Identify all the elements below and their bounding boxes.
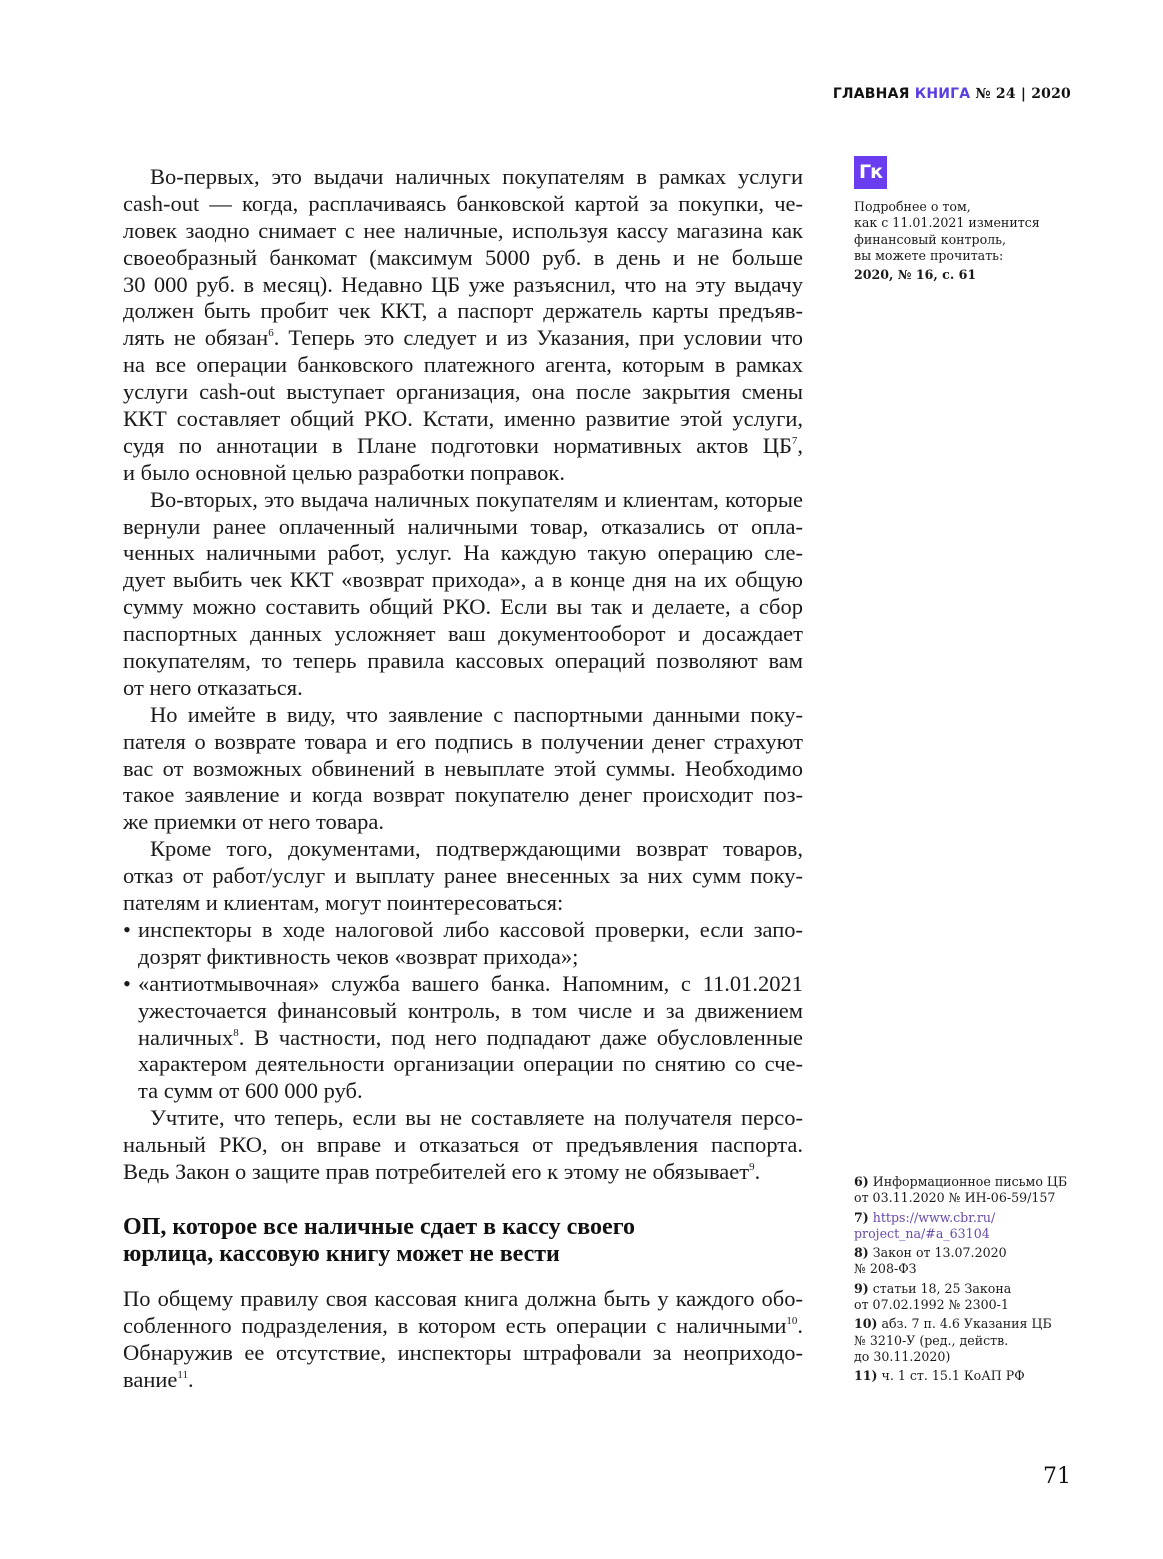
text-line: [123, 971, 803, 998]
text-line: на все операции банковского платежного агента, которым в рамках: [123, 352, 803, 378]
text-line: ловек заодно снимает с нее наличные, используя кассу магазина как: [123, 217, 803, 243]
text-line: вас от возможных обвинений в невыплате этой суммы. Необходимо: [123, 755, 803, 781]
text-line: [123, 433, 803, 460]
footnote-11: [854, 1368, 1084, 1384]
text-line: Во-первых, это выдачи наличных покупателям в рамках услуги: [150, 164, 803, 189]
footnote-text: до 30.11.2020): [854, 1348, 951, 1364]
paragraph-6: [123, 1286, 803, 1394]
text-segment: .: [187, 1366, 194, 1392]
text-line: и было основной целью разработки поправок.: [123, 459, 565, 485]
text-line: Кроме того, документами, подтверждающими возврат товаров,: [150, 836, 803, 862]
text-segment: .: [797, 1312, 803, 1338]
footnote-number: 8): [854, 1245, 869, 1261]
paragraph-2: [123, 487, 803, 702]
footnote-text: № 3210-У (ред., действ.: [854, 1332, 1009, 1348]
text-line: дозрят фиктивность чеков «возврат прихода»;: [138, 943, 579, 969]
footnote-number: 9): [854, 1280, 869, 1296]
text-line: своеобразный банкомат (максимум 5000 руб. в день и не больше: [123, 244, 803, 270]
running-header: [833, 86, 1071, 102]
text-line: от него отказаться.: [123, 674, 303, 700]
text-line: cash-out — когда, расплачиваясь банковской картой за покупки, че-: [123, 190, 803, 216]
text-segment: .: [754, 1158, 761, 1184]
text-line: По общему правилу своя кассовая книга должна быть у каждого обо-: [123, 1285, 803, 1311]
heading-line: юрлица, кассовую книгу может не вести: [123, 1240, 560, 1267]
article-body: [123, 164, 803, 1393]
text-line: [123, 325, 803, 352]
footnote-text: абз. 7 п. 4.6 Указания ЦБ: [881, 1316, 1052, 1332]
text-segment: «антиотмывочная» служба вашего банка. Напомним, с 11.01.2021: [138, 970, 803, 996]
issue-number: № 24 | 2020: [975, 86, 1071, 102]
footnote-10: [854, 1316, 1084, 1365]
text-line: услуги cash-out выступает организация, она после закрытия смены: [123, 379, 803, 405]
text-line: вернули ранее оплаченный наличными товар, отказались от опла-: [123, 513, 803, 539]
heading-line: ОП, которое все наличные сдает в кассу своего: [123, 1213, 635, 1240]
text-segment: вание: [123, 1366, 178, 1392]
bullet-item: [123, 971, 803, 1105]
page-number: 71: [1043, 1464, 1071, 1489]
footnote-6: [854, 1174, 1084, 1207]
text-segment: ,: [797, 432, 803, 458]
footnote-ref-9[interactable]: 9: [749, 1160, 755, 1173]
text-line: [123, 1367, 803, 1394]
footnote-text: статьи 18, 25 Закона: [872, 1280, 1012, 1296]
bullet-icon: •: [123, 916, 131, 942]
magazine-name-part2: КНИГА: [914, 86, 971, 102]
text-line: [123, 1313, 803, 1340]
text-segment: . В частности, под него подпадают даже обусловленные: [238, 1024, 803, 1050]
sidebar-reference-link[interactable]: 2020, № 16, с. 61: [854, 267, 977, 283]
bullet-item: [123, 917, 803, 971]
text-line: [123, 917, 803, 944]
footnote-ref-8[interactable]: 8: [233, 1026, 239, 1039]
section-heading: [123, 1214, 803, 1268]
text-line: [123, 1159, 803, 1186]
footnote-link[interactable]: https://www.cbr.ru/: [872, 1209, 996, 1225]
footnote-ref-11[interactable]: 11: [177, 1368, 188, 1381]
paragraph-5: [123, 1105, 803, 1186]
footnote-text: от 07.02.1992 № 2300-1: [854, 1297, 1009, 1313]
text-line: Обнаружив ее отсутствие, инспекторы штрафовали за неоприходо-: [123, 1339, 803, 1365]
text-line: нальный РКО, он вправе и отказаться от предъявления паспорта.: [123, 1132, 803, 1158]
text-line: покупателям, то теперь правила кассовых операций позволяют вам: [123, 648, 803, 674]
footnote-9: [854, 1281, 1084, 1314]
text-segment: Ведь Закон о защите прав потребителей его к этому не обязывает: [123, 1158, 750, 1184]
text-segment: наличных: [138, 1024, 234, 1050]
text-line: характером деятельности организации операции по снятию со сче-: [138, 1051, 803, 1077]
text-segment: собленного подразделения, в котором есть операции с наличными: [123, 1312, 787, 1338]
sidebar-note-line: Подробнее о том,: [854, 199, 971, 214]
text-line: [123, 1025, 803, 1052]
text-line: отказ от работ/услуг и выплату ранее внесенных за них сумм поку-: [123, 863, 803, 889]
sidebar-note: [854, 156, 1084, 283]
footnote-number: 6): [854, 1174, 869, 1189]
text-line: ККТ составляет общий РКО. Кстати, именно развитие этой услуги,: [123, 406, 803, 432]
text-line: дует выбить чек ККТ «возврат прихода», а в конце дня на их общую: [123, 567, 803, 593]
text-line: 30 000 руб. в месяц). Недавно ЦБ уже разъяснил, что на эту выдачу: [123, 271, 803, 297]
sidebar-note-line: финансовый контроль,: [854, 231, 1007, 247]
gk-logo-icon: Гк: [854, 156, 887, 189]
text-line: Учтите, что теперь, если вы не составляете на получателя персо-: [150, 1105, 803, 1131]
text-segment: . Теперь это следует и из Указания, при условии что: [273, 325, 804, 351]
sidebar-note-line: как с 11.01.2021 изменится: [854, 215, 1040, 231]
footnote-text: от 03.11.2020 № ИН-06-59/157: [854, 1190, 1056, 1206]
footnote-8: [854, 1245, 1084, 1278]
text-line: такое заявление и когда возврат покупателю денег происходит поз-: [123, 782, 803, 808]
footnote-text: ч. 1 ст. 15.1 КоАП РФ: [881, 1368, 1025, 1384]
paragraph-4: [123, 836, 803, 917]
paragraph-1: [123, 164, 803, 487]
text-line: та сумм от 600 000 руб.: [138, 1078, 363, 1104]
text-line: должен быть пробит чек ККТ, а паспорт держатель карты предъяв-: [123, 298, 803, 324]
text-line: ченных наличными работ, услуг. На каждую такую операцию сле-: [123, 540, 803, 566]
bullet-icon: •: [123, 970, 131, 996]
footnote-number: 7): [854, 1209, 869, 1225]
footnote-link[interactable]: project_na/#a_63104: [854, 1225, 990, 1241]
paragraph-3: [123, 702, 803, 836]
text-line: паспортных данных усложняет ваш документооборот и досаждает: [123, 621, 803, 647]
footnote-text: № 208-ФЗ: [854, 1261, 917, 1277]
text-line: ужесточается финансовый контроль, в том числе и за движением: [138, 997, 803, 1023]
text-line: Но имейте в виду, что заявление с паспортными данными поку-: [150, 701, 803, 727]
footnote-number: 10): [854, 1316, 878, 1332]
text-segment: судя по аннотации в Плане подготовки нормативных актов ЦБ: [123, 432, 792, 458]
magazine-name-part1: ГЛАВНАЯ: [832, 86, 910, 102]
footnote-text: Закон от 13.07.2020: [872, 1245, 1007, 1261]
footnote-text: Информационное письмо ЦБ: [872, 1174, 1068, 1189]
text-line: сумму можно составить общий РКО. Если вы так и делаете, а сбор: [123, 594, 803, 620]
sidebar-note-line: вы можете прочитать:: [854, 247, 1004, 263]
text-line: Во-вторых, это выдача наличных покупателям и клиентам, которые: [150, 486, 803, 512]
footnote-ref-10[interactable]: 10: [786, 1314, 798, 1327]
footnote-7: [854, 1210, 1084, 1243]
footnote-ref-6[interactable]: 6: [268, 327, 274, 340]
footnote-number: 11): [854, 1368, 878, 1384]
text-line: пателям и клиентам, могут поинтересоваться:: [123, 890, 564, 916]
footnote-ref-7[interactable]: 7: [791, 434, 798, 447]
text-segment: лять не обязан: [123, 325, 269, 351]
text-line: пателя о возврате товара и его подпись в получении денег страхуют: [123, 728, 803, 754]
bullet-list: [123, 917, 803, 1105]
text-segment: инспекторы в ходе налоговой либо кассовой проверки, если запо-: [138, 916, 803, 942]
footnotes: [854, 1174, 1084, 1388]
text-line: же приемки от него товара.: [123, 809, 384, 835]
